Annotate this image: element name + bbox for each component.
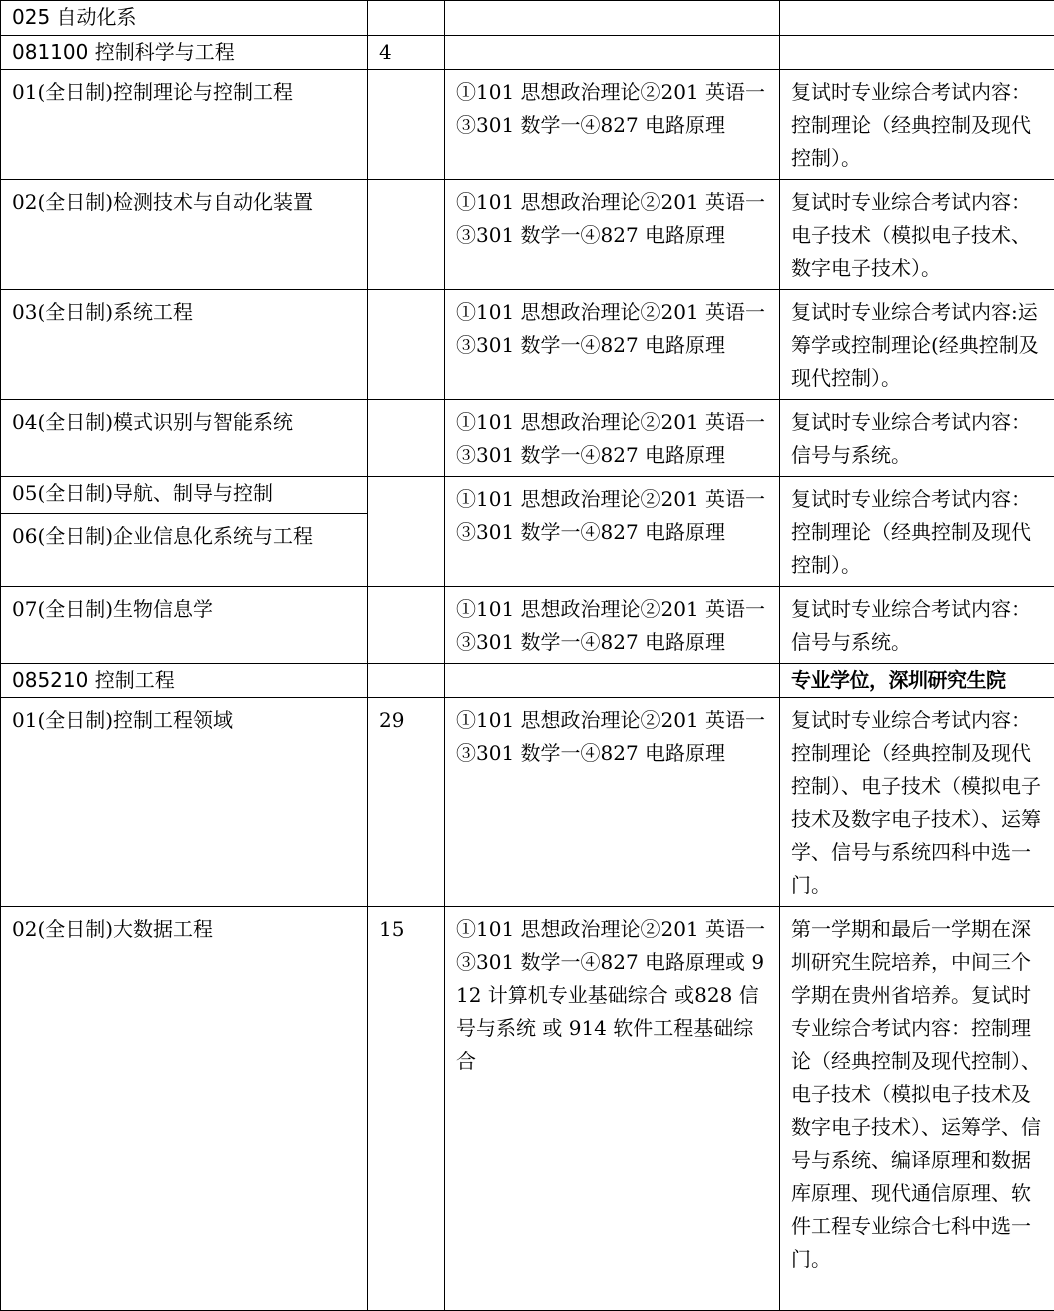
- empty-cell: [368, 587, 445, 664]
- direction-row: [1, 587, 1054, 664]
- direction-name: 04(全日制)模式识别与智能系统: [1, 400, 368, 477]
- empty-cell: [780, 1, 1054, 36]
- exam-subjects: ①101 思想政治理论②201 英语一③301 数学一④827 电路原理: [445, 587, 780, 664]
- direction-quota: 29: [368, 698, 445, 907]
- direction-row: [1, 477, 1054, 514]
- exam-subjects: ①101 思想政治理论②201 英语一③301 数学一④827 电路原理: [445, 70, 780, 180]
- exam-subjects: ①101 思想政治理论②201 英语一③301 数学一④827 电路原理: [445, 698, 780, 907]
- program-name: 085210 控制工程: [1, 664, 368, 698]
- direction-note: 复试时专业综合考试内容：信号与系统。: [780, 400, 1054, 477]
- empty-cell: [368, 400, 445, 477]
- direction-name: 01(全日制)控制理论与控制工程: [1, 70, 368, 180]
- exam-subjects: ①101 思想政治理论②201 英语一③301 数学一④827 电路原理: [445, 180, 780, 290]
- department-row: [1, 1, 1054, 36]
- direction-note: 复试时专业综合考试内容：控制理论（经典控制及现代控制）、电子技术（模拟电子技术及数字电子技术）、运筹学、信号与系统四科中选一门。: [780, 698, 1054, 907]
- direction-note: 复试时专业综合考试内容:运筹学或控制理论(经典控制及现代控制）。: [780, 290, 1054, 400]
- direction-row: [1, 290, 1054, 400]
- empty-cell: [368, 70, 445, 180]
- empty-cell: [368, 180, 445, 290]
- direction-note: 复试时专业综合考试内容：控制理论（经典控制及现代控制）。: [780, 70, 1054, 180]
- direction-note: 第一学期和最后一学期在深圳研究生院培养，中间三个学期在贵州省培养。复试时专业综合考试内容：控制理论（经典控制及现代控制）、电子技术（模拟电子技术及数字电子技术）、运筹学、信号与系统、编译原理和数据库原理、现代通信原理、软件工程专业综合七科中选一门。: [780, 907, 1054, 1311]
- direction-row: [1, 400, 1054, 477]
- empty-cell: [445, 1, 780, 36]
- exam-subjects: ①101 思想政治理论②201 英语一③301 数学一④827 电路原理: [445, 477, 780, 587]
- program-note: 专业学位，深圳研究生院: [780, 664, 1054, 698]
- direction-row: [1, 70, 1054, 180]
- program-row: [1, 664, 1054, 698]
- empty-cell: [445, 36, 780, 70]
- direction-note: 复试时专业综合考试内容：控制理论（经典控制及现代控制）。: [780, 477, 1054, 587]
- exam-subjects: ①101 思想政治理论②201 英语一③301 数学一④827 电路原理: [445, 290, 780, 400]
- direction-note: 复试时专业综合考试内容：电子技术（模拟电子技术、数字电子技术）。: [780, 180, 1054, 290]
- direction-note: 复试时专业综合考试内容：信号与系统。: [780, 587, 1054, 664]
- department-name: 025 自动化系: [1, 1, 368, 36]
- direction-row: [1, 698, 1054, 907]
- empty-cell: [368, 477, 445, 587]
- direction-name: 02(全日制)检测技术与自动化装置: [1, 180, 368, 290]
- empty-cell: [445, 664, 780, 698]
- empty-cell: [368, 1, 445, 36]
- direction-name: 03(全日制)系统工程: [1, 290, 368, 400]
- direction-row: [1, 180, 1054, 290]
- direction-quota: 15: [368, 907, 445, 1311]
- direction-name: 05(全日制)导航、制导与控制: [1, 477, 368, 514]
- program-name: 081100 控制科学与工程: [1, 36, 368, 70]
- exam-subjects: ①101 思想政治理论②201 英语一③301 数学一④827 电路原理或 912 计算机专业基础综合 或828 信号与系统 或 914 软件工程基础综合: [445, 907, 780, 1311]
- program-quota: 4: [368, 36, 445, 70]
- direction-row: [1, 907, 1054, 1311]
- empty-cell: [780, 36, 1054, 70]
- empty-cell: [368, 290, 445, 400]
- direction-name: 02(全日制)大数据工程: [1, 907, 368, 1311]
- direction-name: 06(全日制)企业信息化系统与工程: [1, 513, 368, 586]
- program-quota: [368, 664, 445, 698]
- direction-name: 01(全日制)控制工程领域: [1, 698, 368, 907]
- exam-subjects: ①101 思想政治理论②201 英语一③301 数学一④827 电路原理: [445, 400, 780, 477]
- program-row: [1, 36, 1054, 70]
- direction-name: 07(全日制)生物信息学: [1, 587, 368, 664]
